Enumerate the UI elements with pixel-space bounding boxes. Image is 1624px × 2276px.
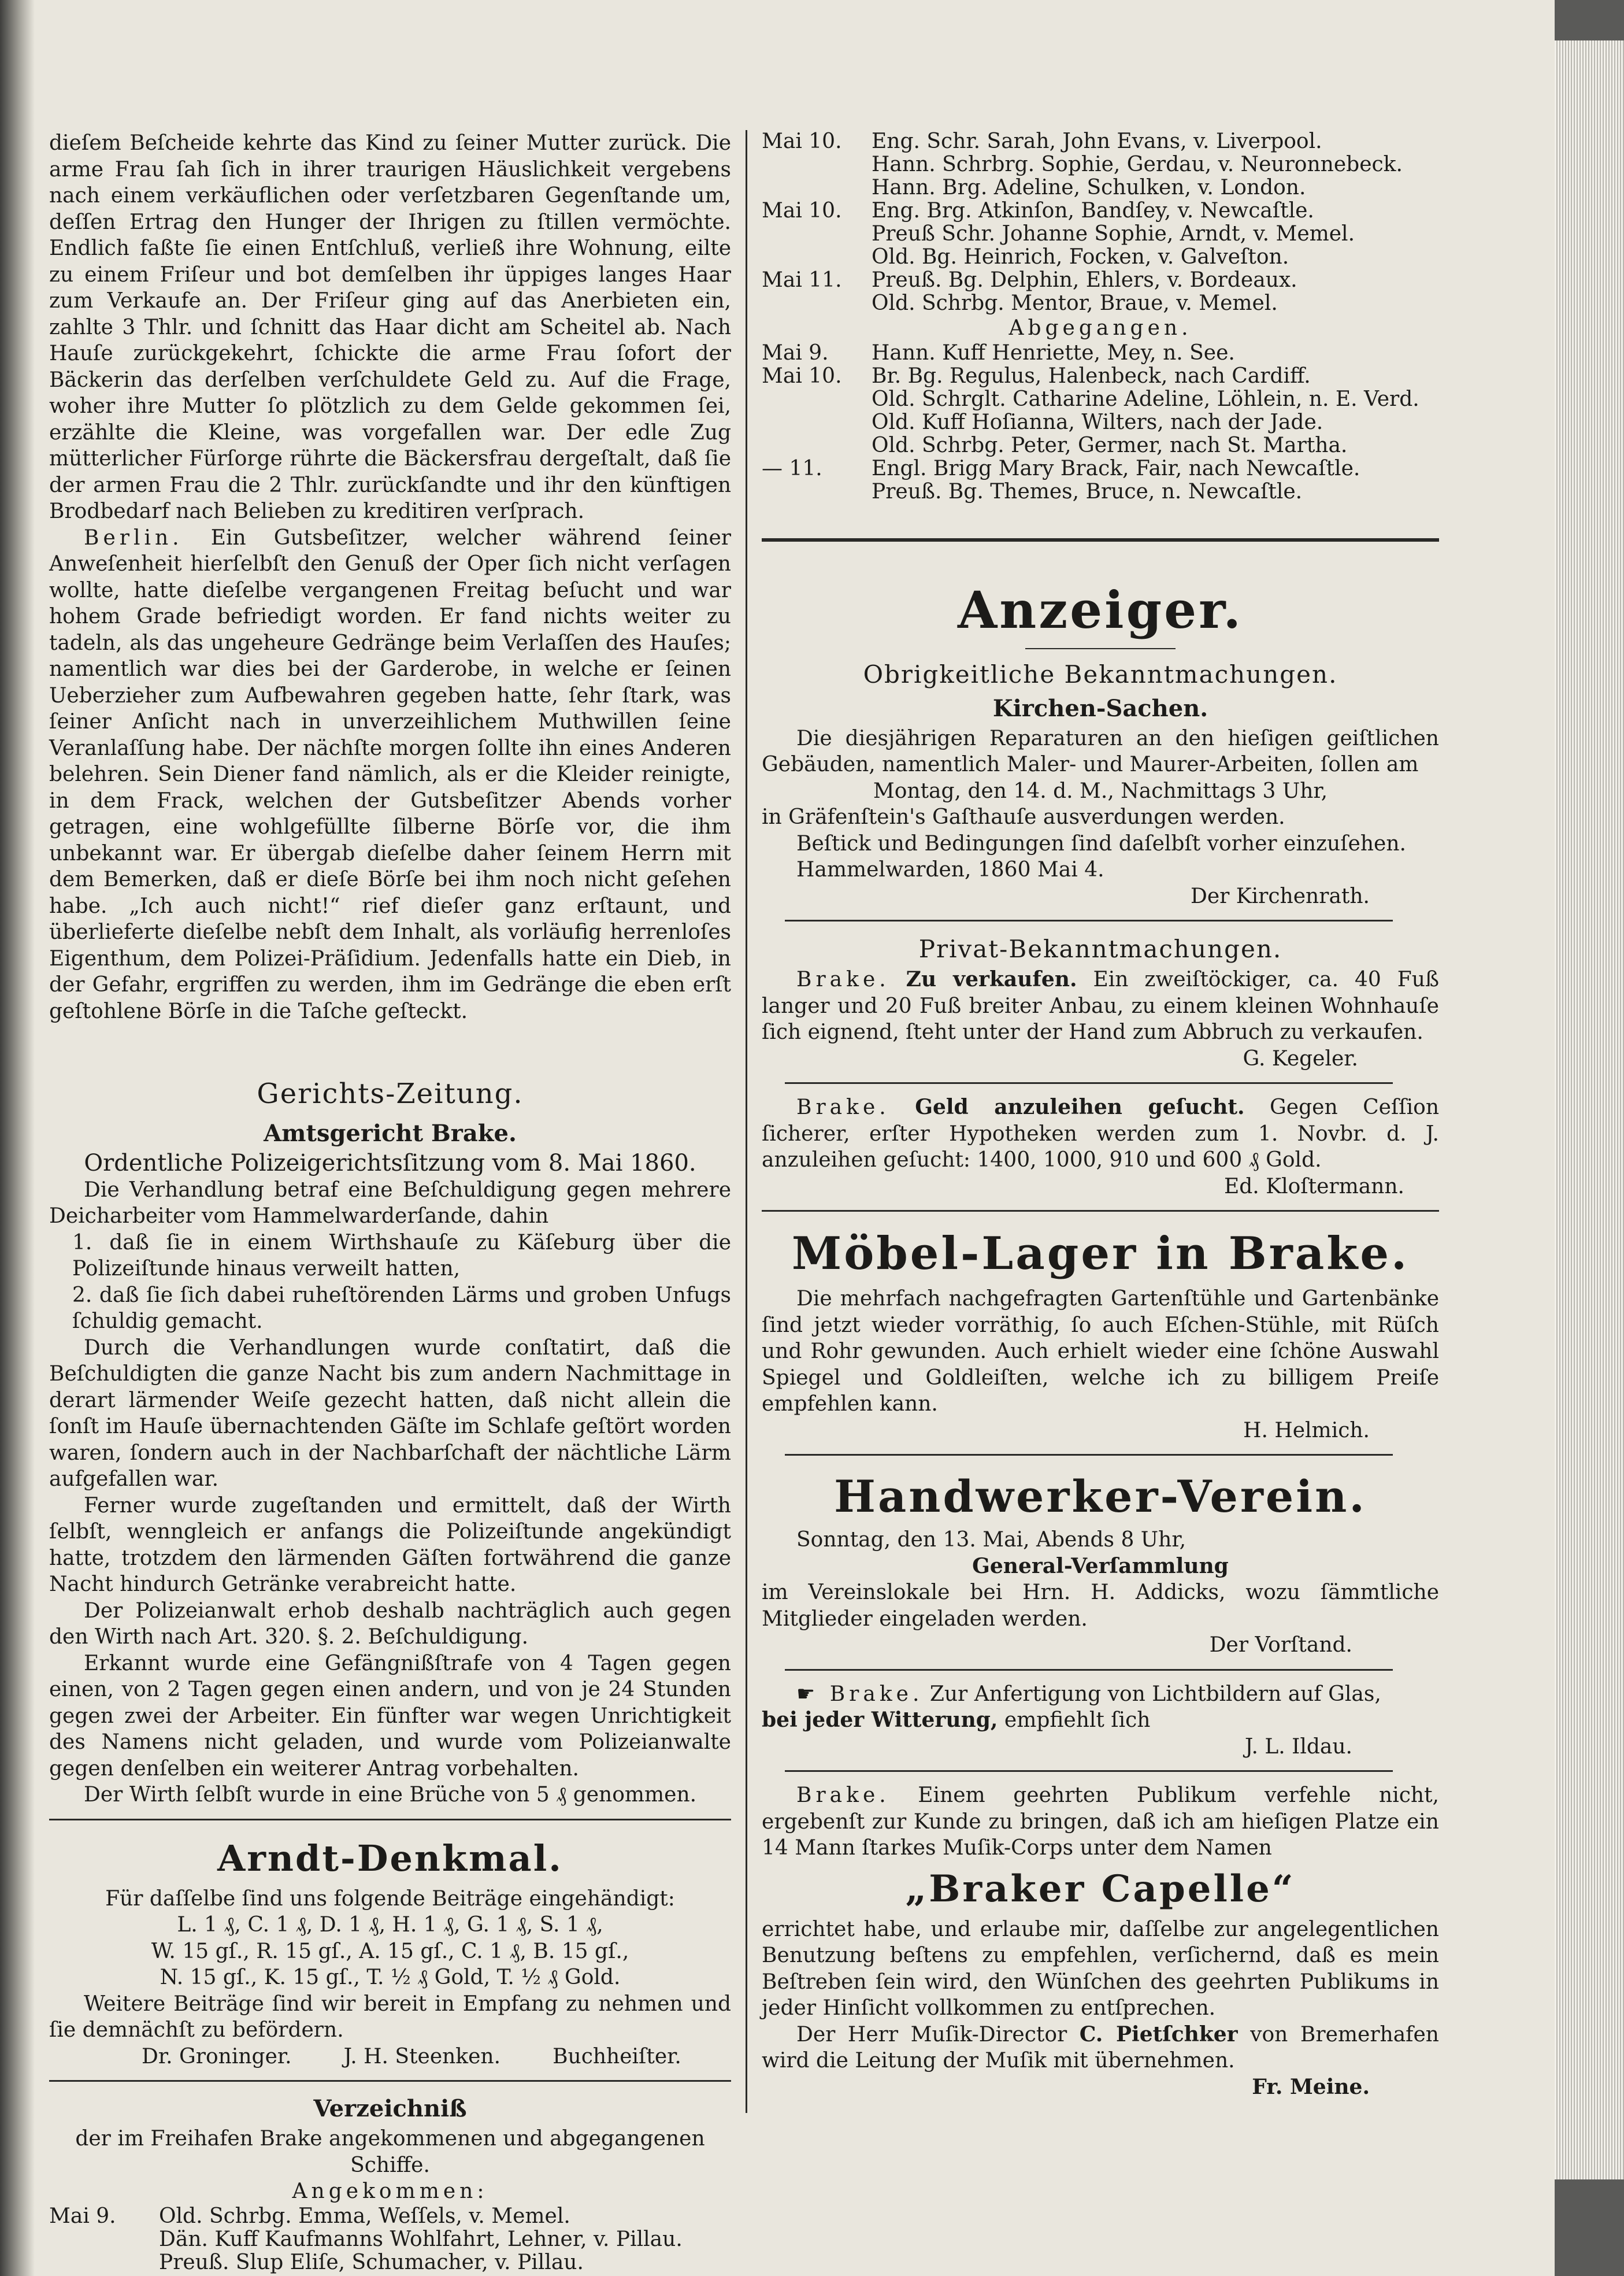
table-row <box>762 269 1439 292</box>
ship-entry: Old. Schrbg. Peter, Germer, nach St. Martha. <box>872 433 1348 457</box>
ship-entry: Hann. Brg. Adeline, Schulken, v. London. <box>872 176 1306 199</box>
dateline: Brake. <box>796 968 890 991</box>
table-row <box>49 2251 731 2274</box>
table-row <box>762 153 1439 176</box>
court-item-2: 2. daß ſie ſich dabei ruheſtörenden Lärms und groben Unfugs ſchuldig gemacht. <box>72 1283 731 1333</box>
arrived-heading: Angekommen: <box>292 2179 488 2203</box>
table-row <box>762 176 1439 199</box>
story-text: dieſem Beſcheide kehrte das Kind zu ſeiner Mutter zurück. Die arme Frau ſah ſich in ihrer traurigen Häuslichkeit vergebens nach einem verkäuflichen oder verſetzbaren Gegenſtande um, deſſen Ertrag den Hunger der Ihrigen zu ſtillen vermöchte. Endlich faßte ſie einen Entſchluß, verließ ihre Wohnung, eilte zu einem Friſeur und bot demſelben ihr üppiges langes Haar zum Verkaufe an. Der Friſeur ging auf das Anerbieten ein, zahlte 3 Thlr. und ſchnitt das Haar dicht am Scheitel ab. Nach Hauſe zurückgekehrt, ſchickte die arme Frau ſofort der Bäckerin das derſelben verſchuldete Geld zu. Auf die Frage, woher ihre Mutter ſo plötzlich zu dem Gelde gekommen ſei, erzählte die Kleine, was vorgefallen war. Der edle Zug mütterlicher Fürſorge rührte die Bäckersfrau dergeſtalt, daß ſie der armen Frau die 2 Thlr. zurückſandte und ihr den künftigen Brodbedarf nach Belieben zu kreditiren verſprach. <box>49 131 731 523</box>
furniture-store-title: Möbel-Lager in Brake. <box>791 1227 1410 1280</box>
church-text: Beſtick und Bedingungen ſind daſelbſt vorher einzuſehen. <box>796 831 1406 856</box>
ship-table <box>762 130 1439 315</box>
photo-ad-line <box>762 1707 1439 1734</box>
court-text: Ferner wurde zugeſtanden und ermittelt, daß der Wirth ſelbſt, wenngleich er anfangs die Polizeiſtunde angekündigt hatte, trotzdem den lärmenden Gäſten fortwährend die ganze Nacht hindurch Getränke verabreicht hatte. <box>49 1493 731 1596</box>
court-text: Durch die Verhandlungen wurde conſtatirt, daß die Beſchuldigten die ganze Nacht bis zum andern Nachmittage in derart lärmender Weiſe gezecht hatten, daß nicht allein die ſonſt im Hauſe übernachtenden Gäſte im Schlafe geſtört worden waren, ſondern auch in der Nachbarſchaft der nächtliche Lärm aufgefallen war. <box>49 1335 731 1491</box>
craftsmen-association-title: Handwerker-Verein. <box>834 1471 1367 1522</box>
arndt-text: Weitere Beiträge ſind wir bereit in Empfang zu nehmen und ſie demnächſt zu befördern. <box>49 1992 731 2042</box>
table-row <box>762 411 1439 434</box>
ship-table <box>49 2205 731 2274</box>
general-meeting-label: General-Verſammlung <box>972 1553 1229 1578</box>
ship-entry: Preuß. Slup Eliſe, Schumacher, v. Pillau. <box>159 2250 584 2274</box>
dateline: Brake. <box>796 1783 890 1807</box>
ship-table <box>762 342 1439 504</box>
signature: Dr. Groninger. <box>142 2044 292 2068</box>
ship-entry: Old. Schrbg. Emma, Weſſels, v. Memel. <box>159 2204 570 2228</box>
ship-entry: Hann. Kuff Henriette, Mey, n. See. <box>872 341 1235 365</box>
ship-entry: Eng. Schr. Sarah, John Evans, v. Liverpool. <box>872 129 1322 153</box>
berlin-story-text: Ein Gutsbeſitzer, welcher während ſeiner Anweſenheit hierſelbſt den Genuß der Oper ſich nicht verſagen wollte, hatte dieſelbe vergangenen Freitag beſucht und war hohem Grade befriedigt worden. Er fand nichts weiter zu tadeln, als das ungeheure Gedränge beim Verlaſſen des Hauſes; namentlich war dies bei der Garderobe, in welche er ſeinen Ueberzieher zum Aufbewahren gegeben hatte, ſehr ſtark, was ſeiner Anſicht nach in unverzeihlichem Muthwillen ſeine Veranlaſſung habe. Der nächſte morgen ſollte ihn eines Anderen belehren. Sein Diener fand nämlich, als er die Kleider reinigte, in dem Frack, welchen der Gutsbeſitzer Abends vorher getragen, eine wohlgefüllte ſilberne Börſe vor, die ihm unbekannt war. Er übergab dieſelbe daher ſeinem Herrn mit dem Bemerken, daß er dieſe Börſe bei ihm noch nicht geſehen habe. „Ich auch nicht!“ rief dieſer ganz erſtaunt, und überlieferte dieſelbe nebſt dem Inhalt, als vorläufig herrenloſes Eigenthum, dem Polizei-Präſidium. Jedenfalls hatte ein Dieb, in der Gefahr, ergriffen zu werden, ihm im Gedränge die eben erſt geſtohlene Börſe in die Taſche geſteckt. <box>49 525 731 1023</box>
signature: G. Kegeler. <box>1243 1046 1358 1071</box>
photo-ad-text: empfiehlt ſich <box>998 1708 1151 1732</box>
column-divider <box>746 130 747 2113</box>
capelle-ad <box>762 1782 1439 1861</box>
ad-loan <box>762 1094 1439 1174</box>
capelle-text: Einem geehrten Publikum verfehle nicht, ergebenſt zur Kunde zu bringen, daß ich am hieſigen Platze ein 14 Mann ſtarkes Muſik-Corps unter dem Namen <box>762 1783 1439 1860</box>
binding-gutter <box>0 0 35 2276</box>
ship-date: Mai 10. <box>762 129 842 153</box>
ad-for-sale <box>762 967 1439 1046</box>
ship-entry: Engl. Brigg Mary Brack, Fair, nach Newcaſtle. <box>872 456 1360 480</box>
departed-heading: Abgegangen. <box>1008 316 1192 340</box>
ad-text: Ein zweiſtöckiger, ca. 40 Fuß langer und 20 Fuß breiter Anbau, zu einem kleinen Wohnhauſe ſich eignend, ſteht unter der Hand zum Abbruch zu verkaufen. <box>762 968 1439 1044</box>
ship-entry: Preuß. Bg. Delphin, Ehlers, v. Bordeaux. <box>872 268 1297 292</box>
signature: Ed. Kloſtermann. <box>1223 1174 1404 1198</box>
church-date: Montag, den 14. d. M., Nachmittags 3 Uhr, <box>873 779 1328 803</box>
table-row <box>762 457 1439 480</box>
church-text: in Gräfenſtein's Gaſthauſe ausverdungen werden. <box>762 805 1285 829</box>
ship-entry: Eng. Brg. Atkinſon, Bandſey, v. Newcaſtle. <box>872 199 1314 223</box>
court-subtitle: Amtsgericht Brake. <box>264 1120 517 1147</box>
signature: H. Helmich. <box>1243 1418 1370 1442</box>
ship-date: Mai 10. <box>762 364 842 388</box>
court-text: Erkannt wurde eine Gefängnißſtrafe von 4 Tagen gegen einen, von 2 Tagen gegen einen andern, und von je 24 Stunden gegen zwei der Arbeiter. Ein fünfter war wegen Unrichtigkeit des Namens nicht geladen, und wurde vom Polizeianwalte gegen denſelben ein weiterer Antrag vorbehalten. <box>49 1651 731 1781</box>
ship-entry: Hann. Schrbrg. Sophie, Gerdau, v. Neuronnebeck. <box>872 153 1403 176</box>
contributions-line: W. 15 gſ., R. 15 gſ., A. 15 gſ., C. 1 ₰, B. 15 gſ., <box>151 1939 629 1963</box>
ship-entry: Old. Schrglt. Catharine Adeline, Löhlein, n. E. Verd. <box>872 387 1419 411</box>
court-item-1: 1. daß ſie in einem Wirthshauſe zu Käſeburg über die Polizeiſtunde hinaus verweilt hatten, <box>72 1230 731 1281</box>
signature: Der Vorſtand. <box>1209 1633 1352 1657</box>
signature-name: Fr. Meine. <box>1252 2074 1370 2099</box>
signature: Buchheiſter. <box>553 2044 681 2068</box>
ship-date <box>49 2228 159 2251</box>
signature: J. L. Ildau. <box>1244 1734 1352 1759</box>
court-text: Der Wirth ſelbſt wurde in eine Brüche von 5 ₰ genommen. <box>84 1783 697 1807</box>
photo-ad-text: Zur Anfertigung von Lichtbildern auf Glas, <box>923 1682 1381 1706</box>
table-row <box>49 2228 731 2251</box>
furniture-text: Die mehrfach nachgefragten Gartenſtühle und Gartenbänke ſind jetzt wieder vorräthig, ſo auch Eſchen-Stühle, mit Rüſch und Rohr gewunden. Auch erhielt wieder eine ſchöne Auswahl Spiegel und Goldleiſten, welche ich zu billigem Preiſe empfehlen kann. <box>762 1287 1439 1416</box>
ship-date <box>762 153 872 176</box>
meeting-date: Sonntag, den 13. Mai, Abends 8 Uhr, <box>796 1528 1187 1552</box>
section-rule <box>785 1082 1393 1084</box>
ship-entry: Dän. Kuff Kaufmanns Wohlfahrt, Lehner, v. Pillau. <box>159 2227 683 2251</box>
table-row <box>762 365 1439 388</box>
ship-date <box>762 292 872 315</box>
table-row <box>762 199 1439 223</box>
court-news-title: Gerichts-Zeitung. <box>257 1078 524 1110</box>
ad-heading: Geld anzuleihen geſucht. <box>915 1095 1245 1119</box>
ship-entry: Br. Bg. Regulus, Halenbeck, nach Cardiff. <box>872 364 1311 388</box>
arndt-memorial-title: Arndt-Denkmal. <box>217 1837 563 1879</box>
court-text: Der Polizeianwalt erhob deshalb nachträglich auch gegen den Wirth nach Art. 320. §. 2. Beſchuldigung. <box>49 1598 731 1649</box>
ship-date <box>762 176 872 199</box>
braker-capelle-name: „Braker Capelle“ <box>905 1867 1296 1911</box>
ship-date: Mai 10. <box>762 199 842 223</box>
ship-date <box>49 2251 159 2274</box>
ship-entry: Preuß. Bg. Themes, Bruce, n. Newcaſtle. <box>872 479 1303 504</box>
section-rule <box>785 1454 1393 1456</box>
general-meeting <box>762 1553 1439 1580</box>
table-row <box>762 130 1439 153</box>
berlin-story <box>49 525 731 1025</box>
photo-ad <box>762 1681 1439 1708</box>
signature <box>762 2074 1439 2101</box>
ship-date <box>762 411 872 434</box>
section-rule <box>49 1819 731 1820</box>
capelle-text: von Bremerhafen wird die Leitung der Muſik mit übernehmen. <box>762 2022 1439 2073</box>
church-text: Die diesjährigen Reparaturen an den hieſigen geiſtlichen Gebäuden, namentlich Maler- und Maurer-Arbeiten, ſollen am <box>762 726 1439 776</box>
table-row <box>762 342 1439 365</box>
section-rule <box>762 538 1439 542</box>
table-row <box>762 480 1439 504</box>
table-row <box>762 292 1439 315</box>
contributions-line: N. 15 gſ., K. 15 gſ., T. ½ ₰ Gold, T. ½ ₰ Gold. <box>160 1966 621 1989</box>
photo-ad-bold: bei jeder Witterung, <box>762 1708 998 1732</box>
capelle-director <box>762 2022 1439 2074</box>
ship-date <box>762 223 872 246</box>
section-rule <box>785 1770 1393 1772</box>
section-rule <box>49 2080 731 2082</box>
ad-heading: Zu verkaufen. <box>906 967 1077 991</box>
section-rule <box>785 920 1393 921</box>
church-affairs-title: Kirchen-Sachen. <box>992 694 1208 722</box>
left-column <box>49 130 731 2274</box>
ship-date <box>762 388 872 411</box>
ship-entry: Old. Bg. Heinrich, Focken, v. Galveſton. <box>872 245 1289 269</box>
dateline: Brake. <box>796 1096 890 1119</box>
court-session: Ordentliche Polizeigerichtsſitzung vom 8. Mai 1860. <box>84 1150 696 1176</box>
ship-entry: Old. Kuff Hoſianna, Wilters, nach der Jade. <box>872 410 1323 434</box>
anzeiger-title: Anzeiger. <box>957 579 1244 640</box>
meeting-text: im Vereinslokale bei Hrn. H. Addicks, wozu ſämmtliche Mitglieder eingeladen werden. <box>762 1581 1439 1631</box>
table-row <box>762 223 1439 246</box>
official-notices-title: Obrigkeitliche Bekanntmachungen. <box>863 660 1338 689</box>
capelle-text: Der Herr Muſik-Director <box>796 2022 1080 2046</box>
ship-date: Mai 11. <box>762 268 842 292</box>
dateline: ☛ Brake. <box>796 1682 924 1706</box>
ad-text: Gegen Ceſſion ſicherer, erſter Hypotheken werden zum 1. Novbr. d. J. anzuleihen geſucht: 1400, 1000, 910 und 600 ₰ Gold. <box>762 1096 1440 1172</box>
ship-date: Mai 9. <box>49 2204 116 2228</box>
section-rule <box>762 1210 1439 1212</box>
table-row <box>762 246 1439 269</box>
ship-date <box>762 480 872 504</box>
court-text: Die Verhandlung betraf eine Beſchuldigung gegen mehrere Deicharbeiter vom Hammelwarderſande, dahin <box>49 1178 731 1228</box>
contributions-line: L. 1 ₰, C. 1 ₰, D. 1 ₰, H. 1 ₰, G. 1 ₰, S. 1 ₰, <box>177 1913 603 1937</box>
ship-list-subtitle: der im Freihafen Brake angekommenen und abgegangenen Schiffe. <box>75 2127 705 2177</box>
signature: J. H. Steenken. <box>343 2044 501 2068</box>
ship-date: — 11. <box>762 456 822 480</box>
page-edges <box>1555 40 1624 2179</box>
title-rule <box>1025 648 1176 649</box>
ship-entry: Old. Schrbg. Mentor, Braue, v. Memel. <box>872 291 1278 315</box>
church-place-date: Hammelwarden, 1860 Mai 4. <box>796 858 1104 882</box>
ship-list-title: Verzeichniß <box>313 2095 467 2122</box>
arndt-signatures <box>142 2044 731 2070</box>
ship-date <box>762 246 872 269</box>
section-rule <box>785 1669 1393 1671</box>
private-notices-title: Privat-Bekanntmachungen. <box>918 935 1282 963</box>
table-row <box>762 434 1439 457</box>
dateline: Berlin. <box>84 525 183 550</box>
ship-entry: Preuß Schr. Johanne Sophie, Arndt, v. Memel. <box>872 222 1355 246</box>
right-column <box>762 130 1439 2100</box>
ship-date <box>762 434 872 457</box>
table-row <box>762 388 1439 411</box>
arndt-intro: Für daſſelbe ſind uns folgende Beiträge eingehändigt: <box>105 1886 675 1911</box>
capelle-text: errichtet habe, und erlaube mir, daſſelbe zur angelegentlichen Benutzung beſtens zu empfehlen, verſichernd, daß es mein Beſtreben ſein wird, den Wünſchen des geehrten Publikums in jeder Hinſicht vollkommen zu entſprechen. <box>762 1917 1439 2020</box>
signature: Der Kirchenrath. <box>1190 884 1370 908</box>
director-name: C. Pietſchker <box>1079 2022 1238 2046</box>
table-row <box>49 2205 731 2228</box>
ship-date: Mai 9. <box>762 341 829 365</box>
